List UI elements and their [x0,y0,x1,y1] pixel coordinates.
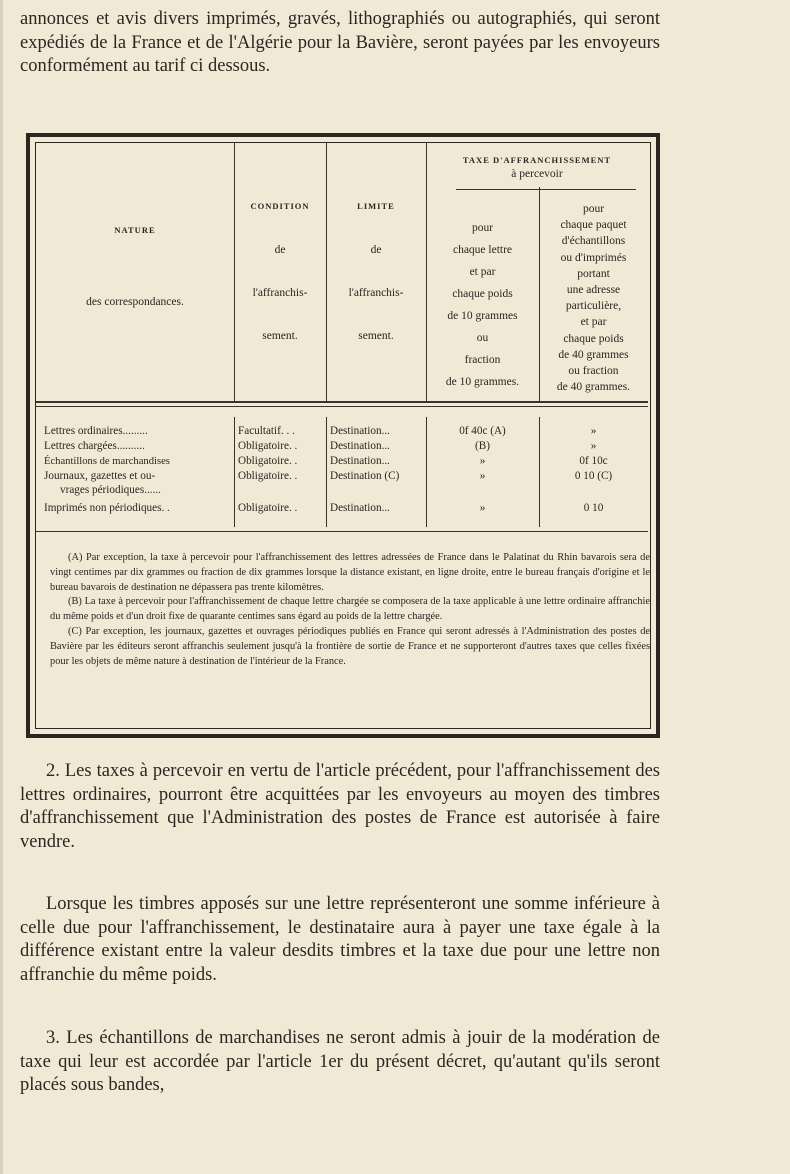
row-condition: Obligatoire. . [238,455,298,467]
header-lettre-line: ou [476,332,489,344]
tariff-table-inner [35,142,651,729]
row-nature: Imprimés non périodiques. . [44,502,170,514]
tariff-table [26,133,660,738]
header-paquet-line: une adresse [566,284,621,297]
header-lettre [426,217,539,393]
header-rule [36,406,648,407]
header-lettre-line: de 10 grammes [447,310,518,322]
top-paragraph: annonces et avis divers imprimés, gravés, lithographiés ou autographiés, qui seront expédiés de la France et de l'Algérie pour la Bavière, seront payées par les envoyeurs conformément au tarif ci dessous. [20,9,660,76]
row-lettre: » [479,502,486,514]
header-lettre-line: de 10 grammes. [445,376,520,388]
row-nature: Journaux, gazettes et ou- [44,470,156,482]
row-paquet: » [590,440,597,452]
header-paquet-line: particulière, [565,300,622,313]
col-rule [234,143,235,403]
header-nature: NATURE [114,225,156,235]
col-rule [326,417,327,527]
header-nature-sub: des correspondances. [86,296,184,308]
header-lettre-line: et par [469,266,496,278]
header-paquet-line: portant [577,267,610,280]
header-paquet-line: chaque paquet [560,219,627,232]
row-nature: Lettres ordinaires......... [44,425,148,437]
col-rule [234,417,235,527]
header-lettre-line: pour [471,222,494,234]
header-condition: CONDITION [250,201,310,211]
note-b: (B) La taxe à percevoir pour l'affranchissement de chaque lettre chargée se composera de la taxe applicable à une lettre ordinaire affranchie du même poids et d'un droit fixe de quarante centimes sans égard au poids de la lettre chargée. [50,596,650,623]
header-paquet-line: pour [582,203,605,215]
row-nature: Échantillons de marchandises [44,456,170,467]
header-taxe: TAXE D'AFFRANCHISSEMENT [462,155,612,165]
header-paquet-line: de 40 grammes. [556,381,631,394]
paragraph-3: 3. Les échantillons de marchandises ne seront admis à jouir de la modération de taxe qui leur est accordée par l'article 1er du présent décret, qu'autant qu'ils seront placés sous bandes, [20,1028,660,1095]
header-lettre-line: chaque poids [452,288,513,300]
row-paquet: » [590,425,597,437]
paragraph-2: 2. Les taxes à percevoir en vertu de l'article précédent, pour l'affranchissement des lettres ordinaires, pourront être acquittées par les envoyeurs au moyen des timbres d'affranchissement que l'Administration des postes de France est autorisée à faire vendre. [20,761,660,852]
table-notes [50,551,650,669]
row-limite: Destination... [330,425,390,437]
row-condition: Obligatoire. . [238,470,298,482]
header-limite: LIMITE [357,201,395,211]
header-limite-de: de [370,244,382,256]
page-edge [0,0,3,1174]
row-nature-cont: vrages périodiques...... [60,484,161,496]
note-c: (C) Par exception, les journaux, gazettes et ouvrages périodiques publiés en France qui seront adressés à l'Administration des postes de Bavière par les éditeurs seront affranchis seulement jusqu'à la frontière de sortie de France et ne supporteront d'autres taxes que celles fixées pour les objets de même nature à destination de l'intérieur de la France. [50,625,650,667]
header-rule [36,401,648,403]
header-paquet [539,201,648,395]
row-nature: Lettres chargées.......... [44,440,145,452]
header-condition-de: de [274,244,286,256]
row-condition: Obligatoire. . [238,440,298,452]
header-condition-sem: sement. [262,330,298,342]
header-condition-aff: l'affranchis- [252,287,308,299]
paragraph-lorsque: Lorsque les timbres apposés sur une lettre représenteront une somme inférieure à celle due pour l'affranchissement, le destinataire aura à payer une taxe égale à la différence existant entre la valeur desdits timbres et la taxe due pour une lettre non affranchie du même poids. [20,894,660,985]
row-condition: Obligatoire. . [238,502,298,514]
header-paquet-line: d'échantillons [561,235,626,248]
header-paquet-line: et par [580,316,607,329]
body-rule [36,531,648,532]
row-limite: Destination (C) [330,470,400,482]
row-paquet: 0 10 [583,502,604,514]
row-lettre: » [479,470,486,482]
row-lettre: 0f 40c (A) [459,425,506,437]
header-limite-aff: l'affranchis- [348,287,404,299]
row-condition: Facultatif. . . [238,425,295,437]
header-lettre-line: fraction [464,354,501,366]
row-limite: Destination... [330,455,390,467]
row-limite: Destination... [330,502,390,514]
header-taxe-sub: à percevoir [511,168,563,180]
col-rule [326,143,327,403]
taxe-rule [456,189,636,190]
header-paquet-line: de 40 grammes [558,348,629,361]
header-paquet-line: ou d'imprimés [560,251,627,264]
header-limite-sem: sement. [358,330,394,342]
header-paquet-line: chaque poids [563,332,624,345]
header-paquet-line: ou fraction [568,365,619,378]
note-a: (A) Par exception, la taxe à percevoir pour l'affranchissement des lettres adressées de France dans le Palatinat du Rhin bavarois sera de vingt centimes par dix grammes ou fraction de dix grammes lorsque la distance existant, en ligne droite, entre le bureau français d'origine et le bureau bavarois de destination ne dépassera pas trente kilomètres. [50,552,650,593]
row-lettre: (B) [475,440,490,452]
row-limite: Destination... [330,440,390,452]
row-paquet: 0f 10c [579,455,608,467]
header-lettre-line: chaque lettre [452,244,513,256]
row-paquet: 0 10 (C) [574,470,613,482]
row-lettre: » [479,455,486,467]
